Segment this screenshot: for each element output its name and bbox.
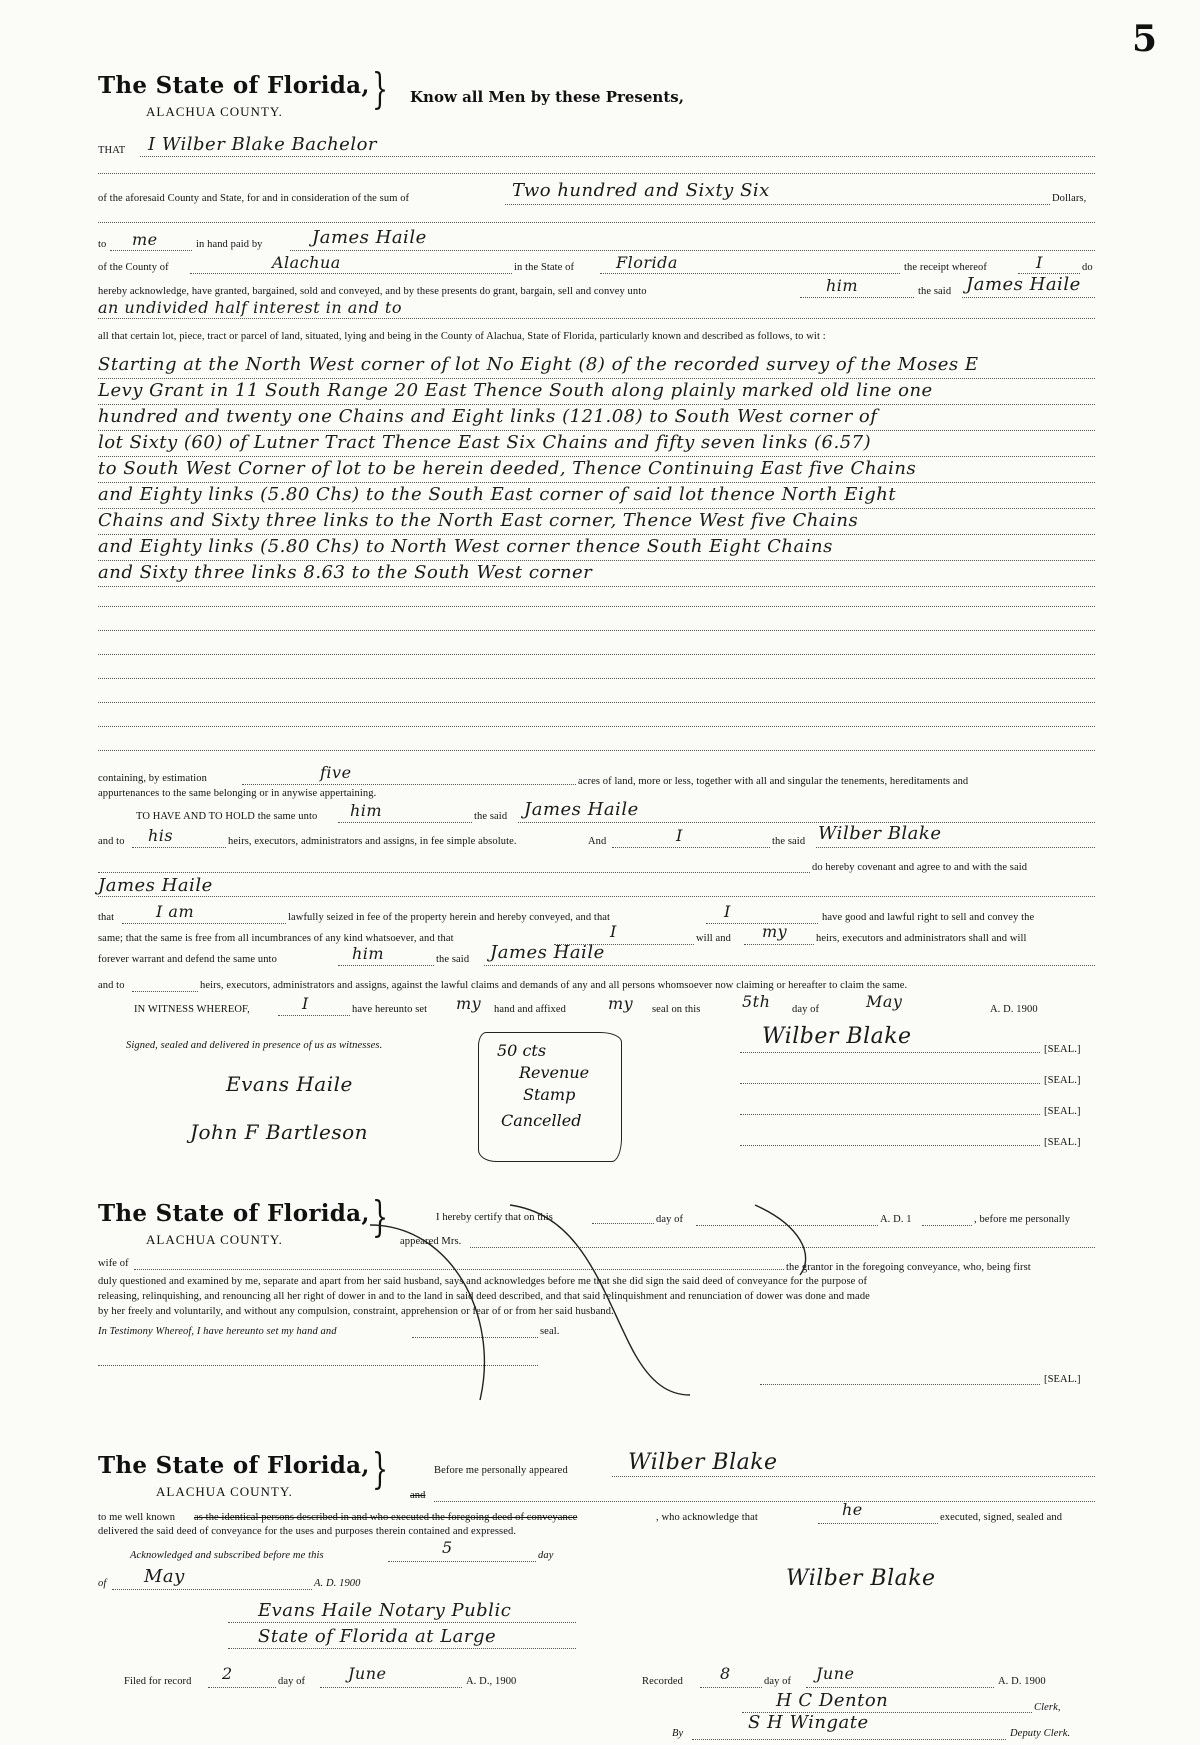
clerk-label: Clerk, — [1034, 1702, 1061, 1713]
description-line: hundred and twenty one Chains and Eight links (121.08) to South West corner of — [98, 406, 878, 427]
rule — [98, 678, 1095, 679]
acknowledge-label: hereby acknowledge, have granted, bargained, sold and conveyed, and by these presents do grant, bargain, sell and convey unto — [98, 286, 647, 297]
rule — [110, 250, 192, 251]
dower-before-label: , before me personally — [974, 1214, 1071, 1225]
rule — [278, 1015, 350, 1016]
ack-brace: } — [372, 1444, 389, 1493]
have-hold-said-label: the said — [474, 811, 508, 822]
rule — [518, 822, 1095, 823]
grantor-name: I Wilber Blake Bachelor — [148, 134, 378, 155]
seal-label: [SEAL.] — [1044, 1106, 1081, 1117]
rule — [140, 156, 1095, 157]
recorded-month: June — [816, 1664, 855, 1683]
have-hold-said-value: James Haile — [524, 799, 639, 820]
ack-state-title: The State of Florida, — [98, 1452, 370, 1479]
ack-signature: Wilber Blake — [786, 1566, 936, 1591]
appurtenances-label: appurtenances to the same belonging or in anywise appertaining. — [98, 788, 377, 799]
description-line: Levy Grant in 11 South Range 20 East Thence South along plainly marked old line one — [98, 380, 933, 401]
signed-label: Signed, sealed and delivered in presence of us as witnesses. — [126, 1040, 383, 1051]
recorded-label: Recorded — [642, 1676, 684, 1687]
rule — [484, 965, 1095, 966]
dower-wife-label: wife of — [98, 1258, 129, 1269]
rule — [740, 1052, 1040, 1053]
claims-label: heirs, executors, administrators and assigns, against the lawful claims and demands of any and all persons whomsoever now claiming or hereafter to claim the same. — [200, 980, 908, 991]
deputy-signature: S H Wingate — [748, 1712, 869, 1733]
revenue-stamp — [478, 1032, 622, 1162]
rule — [744, 944, 814, 945]
rule — [98, 872, 810, 873]
rule — [98, 222, 1095, 223]
filed-month: June — [348, 1664, 387, 1683]
have-hold-value: him — [350, 801, 383, 820]
hand-affixed-value: my — [608, 994, 634, 1013]
ack-subscribed-label: Acknowledged and subscribed before me this — [130, 1550, 324, 1561]
ack-and-label: and — [410, 1490, 426, 1501]
notary-line1: Evans Haile Notary Public — [258, 1600, 512, 1621]
rule — [98, 750, 1095, 751]
covenant-said-value: Wilber Blake — [818, 823, 942, 844]
seal-on-label: seal on this — [652, 1004, 701, 1015]
rule — [190, 273, 512, 274]
by-label: By — [672, 1728, 684, 1739]
ack-appeared-value: Wilber Blake — [628, 1450, 778, 1475]
deputy-label: Deputy Clerk. — [1010, 1728, 1071, 1739]
warrant-said-label: the said — [436, 954, 470, 965]
rule — [320, 1687, 462, 1688]
hand-affixed-label: hand and affixed — [494, 1004, 566, 1015]
rule — [98, 702, 1095, 703]
witness2-signature: John F Bartleson — [190, 1120, 369, 1144]
state-of-value: Florida — [616, 253, 678, 272]
the-said-label: the said — [918, 286, 952, 297]
day-value: 5th — [742, 992, 771, 1011]
rule — [98, 508, 1095, 509]
ack-of-label: of — [98, 1578, 107, 1589]
witness1-signature: Evans Haile — [226, 1072, 353, 1096]
rule — [740, 1114, 1040, 1115]
rule — [208, 1687, 276, 1688]
deed-county: ALACHUA COUNTY. — [146, 104, 283, 119]
dower-body-line: releasing, relinquishing, and renouncing all her right of dower in and to the land in said deed described, and that said relinquishment and renunciation of dower was done and made — [98, 1291, 870, 1302]
warrant-said-value: James Haile — [490, 942, 605, 963]
ack-county: ALACHUA COUNTY. — [156, 1484, 293, 1499]
county-of-value: Alachua — [272, 253, 341, 272]
rule — [98, 586, 1095, 587]
rule — [962, 297, 1095, 298]
consideration-sum: Two hundred and Sixty Six — [512, 180, 770, 201]
dower-seal-word: seal. — [540, 1326, 560, 1337]
free-label: same; that the same is free from all incumbrances of any kind whatsoever, and that — [98, 933, 454, 944]
rule — [98, 173, 1095, 174]
dower-seal-label: [SEAL.] — [1044, 1374, 1081, 1385]
stamp-text: Cancelled — [501, 1111, 582, 1130]
ack-known-label: to me well known — [98, 1512, 176, 1523]
that2-value: I am — [156, 902, 195, 921]
hereunto-label: have hereunto set — [352, 1004, 428, 1015]
filed-ad: A. D., 1900 — [466, 1676, 517, 1687]
covenant-said-label: the said — [772, 836, 806, 847]
rule — [112, 1589, 312, 1590]
rule — [98, 896, 1095, 897]
rule — [122, 923, 286, 924]
rule — [228, 1622, 576, 1623]
ack-ad-label: A. D. 1900 — [314, 1578, 361, 1589]
to-label: to — [98, 239, 107, 250]
hereunto-value: my — [456, 994, 482, 1013]
rule — [98, 726, 1095, 727]
rule — [228, 1648, 576, 1649]
receipt-value: I — [1036, 253, 1043, 272]
rule — [98, 534, 1095, 535]
rule — [98, 482, 1095, 483]
ad-label: A. D. 1900 — [990, 1004, 1038, 1015]
rule — [98, 378, 1095, 379]
convey-unto-value: him — [826, 276, 859, 295]
description-line: and Eighty links (5.80 Chs) to North West corner thence South Eight Chains — [98, 536, 833, 557]
rule — [98, 404, 1095, 405]
claims-and-to-label: and to — [98, 980, 125, 991]
filed-day: 2 — [222, 1664, 233, 1683]
rule — [98, 654, 1095, 655]
will-and-label: will and — [696, 933, 731, 944]
description-line: to South West Corner of lot to be herein deeded, Thence Continuing East five Chains — [98, 458, 917, 479]
ack-delivered-label: delivered the said deed of conveyance for the uses and purposes therein contained and expressed. — [98, 1526, 517, 1537]
day-of-label: day of — [792, 1004, 820, 1015]
rule — [740, 1145, 1040, 1146]
consideration-label: of the aforesaid County and State, for and in consideration of the sum of — [98, 193, 410, 204]
rule — [338, 965, 434, 966]
and-to-value: his — [148, 826, 174, 845]
recorded-day-of: day of — [764, 1676, 792, 1687]
and-value: I — [676, 826, 683, 845]
that2-label: that — [98, 912, 115, 923]
receipt-do: do — [1082, 262, 1093, 273]
rule — [800, 297, 914, 298]
will-and-value: my — [762, 922, 788, 941]
rule — [98, 430, 1095, 431]
seal-label: [SEAL.] — [1044, 1075, 1081, 1086]
covenant-label: do hereby covenant and agree to and with the said — [812, 862, 1028, 873]
description-line: Chains and Sixty three links to the North East corner, Thence West five Chains — [98, 510, 859, 531]
dower-appeared-label: appeared Mrs. — [400, 1236, 462, 1247]
heirs-label: heirs, executors, administrators and assigns, in fee simple absolute. — [228, 836, 517, 847]
rule — [806, 1687, 994, 1688]
recorded-ad: A. D. 1900 — [998, 1676, 1046, 1687]
good-right-label: have good and lawful right to sell and convey the — [822, 912, 1035, 923]
rule — [98, 606, 1095, 607]
ack-acknowledge-value: he — [842, 1500, 863, 1519]
stamp-text: Stamp — [523, 1085, 576, 1104]
rule — [98, 560, 1095, 561]
description-line: and Eighty links (5.80 Chs) to the South East corner of said lot thence North Eight — [98, 484, 897, 505]
cancel-strike-marks — [360, 1195, 820, 1405]
dower-state-title: The State of Florida, — [98, 1200, 370, 1227]
description-line: and Sixty three links 8.63 to the South West corner — [98, 562, 593, 583]
ack-appeared-label: Before me personally appeared — [434, 1465, 568, 1476]
ack-executed-label: executed, signed, sealed and — [940, 1512, 1063, 1523]
containing-value: five — [320, 763, 352, 782]
rule — [132, 991, 198, 992]
rule — [612, 1476, 1095, 1477]
notary-line2: State of Florida at Large — [258, 1626, 497, 1647]
grantor-signature: Wilber Blake — [762, 1024, 912, 1049]
rule — [816, 847, 1095, 848]
dollars-label: Dollars, — [1052, 193, 1087, 204]
seized-value: I — [724, 902, 731, 921]
rule — [612, 847, 770, 848]
recorded-day: 8 — [720, 1664, 731, 1683]
dower-testimony-label: In Testimony Whereof, I have hereunto set my hand and — [98, 1326, 337, 1337]
rule — [434, 1501, 1095, 1502]
grantee-name: James Haile — [966, 274, 1081, 295]
rule — [98, 630, 1095, 631]
county-of-label: of the County of — [98, 262, 169, 273]
stamp-text: Revenue — [519, 1063, 590, 1082]
that-label: THAT — [98, 145, 126, 156]
dower-grantor-label: the grantor in the foregoing conveyance, who, being first — [786, 1262, 1031, 1273]
and-label: And — [588, 836, 607, 847]
dower-brace: } — [372, 1192, 389, 1241]
filed-day-of: day of — [278, 1676, 306, 1687]
free-value: I — [610, 922, 617, 941]
clerk-signature: H C Denton — [776, 1690, 889, 1711]
rule — [922, 1225, 972, 1226]
seal-label: [SEAL.] — [1044, 1137, 1081, 1148]
seal-label: [SEAL.] — [1044, 1044, 1081, 1055]
rule — [505, 204, 1050, 205]
rule — [242, 784, 576, 785]
description-line: lot Sixty (60) of Lutner Tract Thence East Six Chains and fifty seven links (6.57) — [98, 432, 872, 453]
all-that-label: all that certain lot, piece, tract or parcel of land, situated, lying and being in the County of Alachua, State of Florida, particularly known and described as follows, to wit : — [98, 331, 826, 342]
have-hold-label: TO HAVE AND TO HOLD the same unto — [136, 811, 318, 822]
rule — [132, 847, 226, 848]
interest-line: an undivided half interest in and to — [98, 298, 402, 317]
ack-day-label: day — [538, 1550, 554, 1561]
deed-brace: } — [372, 64, 389, 113]
covenant-name: James Haile — [98, 875, 213, 896]
witness-label: IN WITNESS WHEREOF, — [134, 1004, 250, 1015]
deed-state-title: The State of Florida, — [98, 72, 370, 99]
dower-body-line: by her freely and voluntarily, and without any compulsion, constraint, apprehension or fear of or from her said husband. — [98, 1306, 614, 1317]
rule — [290, 250, 1095, 251]
paid-by-label: in hand paid by — [196, 239, 263, 250]
dower-day-of-label: day of — [656, 1214, 684, 1225]
rule — [98, 318, 1095, 319]
state-of-label: in the State of — [514, 262, 575, 273]
filed-label: Filed for record — [124, 1676, 192, 1687]
ack-month-value: May — [144, 1566, 185, 1587]
receipt-label: the receipt whereof — [904, 262, 987, 273]
warrant-value: him — [352, 944, 385, 963]
witness-value: I — [302, 994, 309, 1013]
dower-county: ALACHUA COUNTY. — [146, 1232, 283, 1247]
dower-body-line: duly questioned and examined by me, separate and apart from her said husband, says and acknowledges before me that she did sign the said deed of conveyance for the purpose of — [98, 1276, 868, 1287]
heirs-shall-label: heirs, executors and administrators shall and will — [816, 933, 1027, 944]
ack-acknowledge-label: , who acknowledge that — [656, 1512, 758, 1523]
stamp-text: 50 cts — [497, 1041, 547, 1060]
know-all-heading: Know all Men by these Presents, — [410, 88, 684, 106]
and-to-label: and to — [98, 836, 125, 847]
rule — [740, 1083, 1040, 1084]
paid-by-value: James Haile — [312, 227, 427, 248]
rule — [98, 456, 1095, 457]
warrant-label: forever warrant and defend the same unto — [98, 954, 277, 965]
description-line: Starting at the North West corner of lot No Eight (8) of the recorded survey of the Moses E — [98, 354, 979, 375]
dower-certify-label: I hereby certify that on this — [436, 1212, 553, 1223]
rule — [338, 822, 472, 823]
ack-struck-text: as the identical persons described in and who executed the foregoing deed of conveyance — [194, 1512, 578, 1523]
seized-label: lawfully seized in fee of the property herein and hereby conveyed, and that — [288, 912, 611, 923]
to-value: me — [132, 230, 158, 249]
rule — [692, 1739, 1006, 1740]
dower-ad-label: A. D. 1 — [880, 1214, 912, 1225]
rule — [600, 273, 900, 274]
rule — [388, 1561, 536, 1562]
month-value: May — [866, 992, 903, 1011]
rule — [818, 1523, 938, 1524]
acres-label: acres of land, more or less, together with all and singular the tenements, hereditaments and — [578, 776, 969, 787]
page-number: 5 — [1132, 18, 1158, 60]
containing-label: containing, by estimation — [98, 773, 207, 784]
ack-subscribed-day: 5 — [442, 1538, 453, 1557]
rule — [700, 1687, 762, 1688]
